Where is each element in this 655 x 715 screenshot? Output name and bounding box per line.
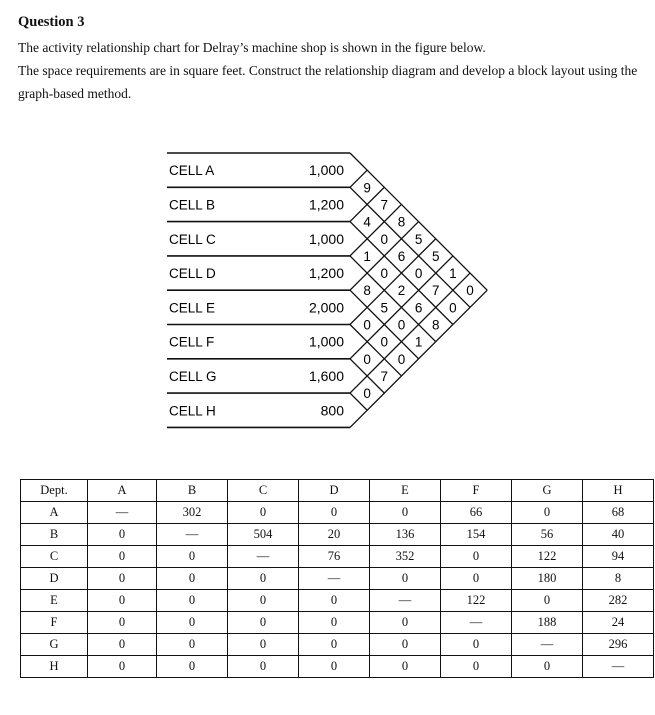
cell-name: CELL E xyxy=(169,300,216,316)
cell-name: CELL G xyxy=(169,368,217,384)
relationship-value: 8 xyxy=(363,283,371,299)
row-label: F xyxy=(21,612,88,634)
relationship-value: 8 xyxy=(397,214,406,230)
relationship-value: 0 xyxy=(397,317,406,333)
table-cell: 122 xyxy=(441,590,512,612)
relationship-value: 1 xyxy=(414,334,423,350)
table-cell: 0 xyxy=(441,656,512,678)
relationship-value: 1 xyxy=(363,248,371,264)
cell-area: 800 xyxy=(320,402,344,419)
table-cell: 24 xyxy=(583,612,654,634)
table-cell: 180 xyxy=(512,568,583,590)
table-cell: 0 xyxy=(228,612,299,634)
table-cell: 0 xyxy=(441,568,512,590)
table-cell: 0 xyxy=(299,656,370,678)
table-row xyxy=(21,634,654,656)
table-cell: 0 xyxy=(88,546,157,568)
relationship-value: 5 xyxy=(380,300,389,316)
relationship-value: 0 xyxy=(363,317,371,333)
relationship-value: 7 xyxy=(431,283,440,299)
table-cell: 154 xyxy=(441,524,512,546)
table-row xyxy=(21,612,654,634)
table-row xyxy=(21,524,654,546)
table-cell: 0 xyxy=(228,634,299,656)
row-label: A xyxy=(21,502,88,524)
relationship-value: 0 xyxy=(449,300,457,316)
table-cell: 136 xyxy=(370,524,441,546)
row-label: H xyxy=(21,656,88,678)
table-cell: — xyxy=(299,568,370,590)
relationship-value: 0 xyxy=(380,266,389,282)
table-cell: E xyxy=(370,480,441,502)
relationship-value: 6 xyxy=(414,300,423,316)
relationship-value: 7 xyxy=(380,368,389,384)
table-cell: 0 xyxy=(157,590,228,612)
table-cell: 68 xyxy=(583,502,654,524)
table-cell: 0 xyxy=(228,590,299,612)
question-text-line-2: The space requirements are in square feet. Construct the relationship diagram and develop a block layout using the xyxy=(18,63,638,78)
cell-name: CELL C xyxy=(169,231,216,247)
table-cell: 0 xyxy=(299,502,370,524)
table-cell: 282 xyxy=(583,590,654,612)
table-cell: C xyxy=(228,480,299,502)
table-cell: 0 xyxy=(512,656,583,678)
table-cell: — xyxy=(157,524,228,546)
table-cell: 504 xyxy=(228,524,299,546)
question-title: Question 3 xyxy=(18,14,85,30)
cell-area: 1,000 xyxy=(308,230,344,247)
cell-area: 1,200 xyxy=(308,196,344,213)
table-cell: 0 xyxy=(157,656,228,678)
table-cell: — xyxy=(228,546,299,568)
table-cell: 0 xyxy=(370,612,441,634)
table-cell: 188 xyxy=(512,612,583,634)
table-cell: 0 xyxy=(88,612,157,634)
table-row xyxy=(21,546,654,568)
table-cell: — xyxy=(88,502,157,524)
cell-name: CELL B xyxy=(169,197,216,213)
table-cell: 20 xyxy=(299,524,370,546)
table-cell: 296 xyxy=(583,634,654,656)
table-cell: 0 xyxy=(228,568,299,590)
table-cell: 0 xyxy=(157,546,228,568)
table-cell: 0 xyxy=(441,634,512,656)
table-row xyxy=(21,502,654,524)
relationship-value: 0 xyxy=(363,351,371,367)
table-cell: D xyxy=(299,480,370,502)
relationship-value: 4 xyxy=(363,214,371,230)
cell-area: 1,600 xyxy=(308,367,344,384)
relationship-value: 0 xyxy=(380,334,389,350)
cell-name: CELL F xyxy=(169,334,215,350)
row-label: Dept. xyxy=(21,480,88,502)
table-row xyxy=(21,656,654,678)
cell-area: 1,200 xyxy=(308,265,344,282)
cell-name: CELL A xyxy=(169,163,215,179)
table-cell: F xyxy=(441,480,512,502)
row-label: D xyxy=(21,568,88,590)
cell-name: CELL H xyxy=(169,403,216,419)
relationship-value: 0 xyxy=(363,386,371,402)
table-cell: — xyxy=(441,612,512,634)
table-cell: 0 xyxy=(157,568,228,590)
table-cell: 0 xyxy=(228,656,299,678)
table-cell: 0 xyxy=(441,546,512,568)
table-cell: 56 xyxy=(512,524,583,546)
relationship-value: 2 xyxy=(397,283,406,299)
table-cell: 0 xyxy=(228,502,299,524)
table-cell: 0 xyxy=(88,524,157,546)
table-cell: B xyxy=(157,480,228,502)
relationship-value: 7 xyxy=(380,197,389,213)
table-cell: 40 xyxy=(583,524,654,546)
table-cell: 0 xyxy=(157,634,228,656)
table-cell: 0 xyxy=(370,656,441,678)
table-cell: 66 xyxy=(441,502,512,524)
cell-area: 1,000 xyxy=(308,162,344,179)
table-cell: — xyxy=(583,656,654,678)
relationship-value: 0 xyxy=(414,266,423,282)
cell-name: CELL D xyxy=(169,266,216,282)
table-cell: 122 xyxy=(512,546,583,568)
table-cell: — xyxy=(512,634,583,656)
row-label: B xyxy=(21,524,88,546)
cell-area: 2,000 xyxy=(308,299,344,316)
relationship-value: 8 xyxy=(431,317,440,333)
table-cell: 0 xyxy=(512,502,583,524)
table-cell: 302 xyxy=(157,502,228,524)
table-cell: 76 xyxy=(299,546,370,568)
table-row xyxy=(21,568,654,590)
table-cell: — xyxy=(370,590,441,612)
relationship-value: 0 xyxy=(466,283,474,299)
table-cell: 0 xyxy=(299,634,370,656)
table-cell: 0 xyxy=(157,612,228,634)
table-cell: 0 xyxy=(88,590,157,612)
table-cell: 0 xyxy=(299,590,370,612)
table-cell: G xyxy=(512,480,583,502)
table-cell: 0 xyxy=(512,590,583,612)
table-cell: 8 xyxy=(583,568,654,590)
relationship-value: 5 xyxy=(414,231,423,247)
relationship-value: 9 xyxy=(363,180,371,196)
table-cell: 0 xyxy=(370,568,441,590)
table-row xyxy=(21,590,654,612)
table-cell: 0 xyxy=(88,656,157,678)
relationship-value: 0 xyxy=(380,231,389,247)
question-text-line-1: The activity relationship chart for Delray’s machine shop is shown in the figure below. xyxy=(18,40,486,55)
table-cell: 0 xyxy=(299,612,370,634)
flow-matrix xyxy=(20,479,654,678)
table-cell: 0 xyxy=(370,634,441,656)
table-cell: 352 xyxy=(370,546,441,568)
table-header-row xyxy=(21,480,654,502)
table-cell: H xyxy=(583,480,654,502)
row-label: E xyxy=(21,590,88,612)
cell-area: 1,000 xyxy=(308,333,344,350)
table-cell: 0 xyxy=(88,634,157,656)
table-cell: A xyxy=(88,480,157,502)
question-text-line-3: graph-based method. xyxy=(18,86,132,101)
row-label: G xyxy=(21,634,88,656)
relationship-value: 0 xyxy=(397,351,406,367)
relationship-value: 1 xyxy=(449,266,457,282)
relationship-value: 6 xyxy=(397,248,406,264)
row-label: C xyxy=(21,546,88,568)
table-cell: 0 xyxy=(370,502,441,524)
table-cell: 94 xyxy=(583,546,654,568)
relationship-value: 5 xyxy=(431,248,440,264)
flow-table xyxy=(20,479,654,678)
table-cell: 0 xyxy=(88,568,157,590)
